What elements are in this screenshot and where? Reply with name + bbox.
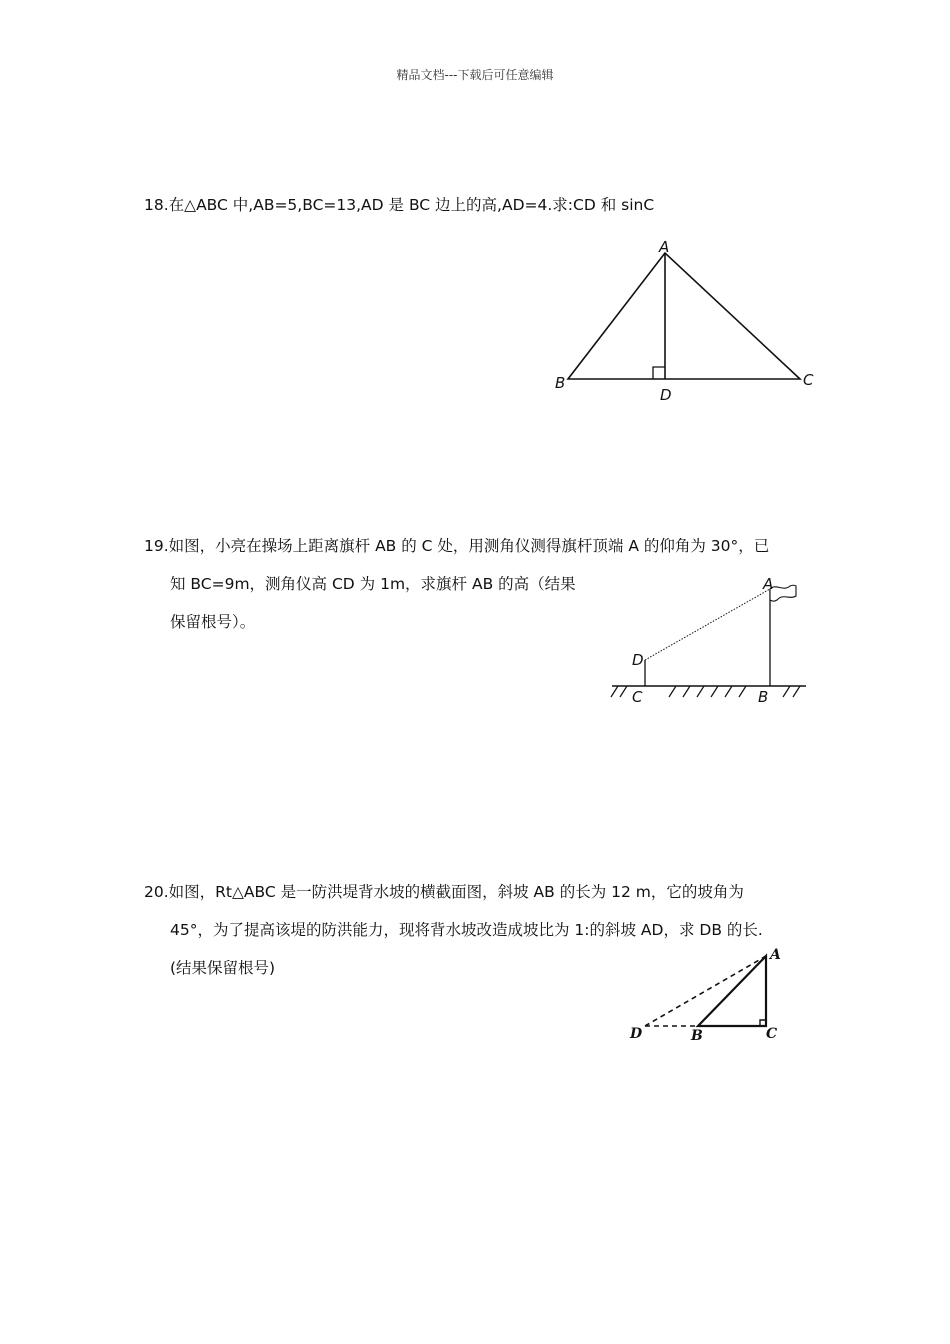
question-18 <box>144 186 654 224</box>
question-19-line-3: 保留根号）。 <box>170 613 256 631</box>
q19-label-a: A <box>763 575 774 593</box>
q18-label-c: C <box>803 371 814 389</box>
q20-label-b: B <box>691 1028 703 1044</box>
q19-label-b: B <box>758 688 769 706</box>
q20-triangle-abc <box>698 956 766 1026</box>
q18-triangle-abc <box>568 253 800 379</box>
q18-label-d: D <box>660 386 672 404</box>
q18-triangle-figure <box>540 230 840 410</box>
q18-label-a: A <box>659 238 670 256</box>
q20-label-c: C <box>766 1026 778 1042</box>
q19-flag <box>770 585 796 601</box>
question-20-line-1: 20.如图，Rt△ABC 是一防洪堤背水坡的横截面图，斜坡 AB 的长为 12 m，它的坡角为 <box>144 883 744 901</box>
question-19-line-2: 知 BC=9m，测角仪高 CD 为 1m，求旗杆 AB 的高（结果 <box>170 575 576 593</box>
q18-label-b: B <box>555 374 566 392</box>
q18-right-angle-mark <box>653 367 665 379</box>
question-20-line-3: (结果保留根号) <box>170 959 276 977</box>
q20-embankment-figure <box>620 940 800 1050</box>
q20-label-a: A <box>770 947 781 963</box>
q19-label-c: C <box>632 688 643 706</box>
q20-dashed-slope-da <box>645 956 766 1026</box>
page-header: 精品文档---下载后可任意编辑 <box>396 68 554 82</box>
q19-sight-line-da <box>645 589 770 660</box>
question-18-text: 18.在△ABC 中,AB=5,BC=13,AD 是 BC 边上的高,AD=4.求:CD 和 sinC <box>144 196 655 214</box>
q19-label-d: D <box>632 651 644 669</box>
q19-flagpole-figure <box>600 570 820 710</box>
question-20-line-2: 45°，为了提高该堤的防洪能力，现将背水坡改造成坡比为 1:的斜坡 AD，求 DB 的长. <box>170 921 763 939</box>
q20-label-d: D <box>630 1026 643 1042</box>
question-19-line-1: 19.如图，小亮在操场上距离旗杆 AB 的 C 处，用测角仪测得旗杆顶端 A 的仰角为 30°，已 <box>144 537 770 555</box>
